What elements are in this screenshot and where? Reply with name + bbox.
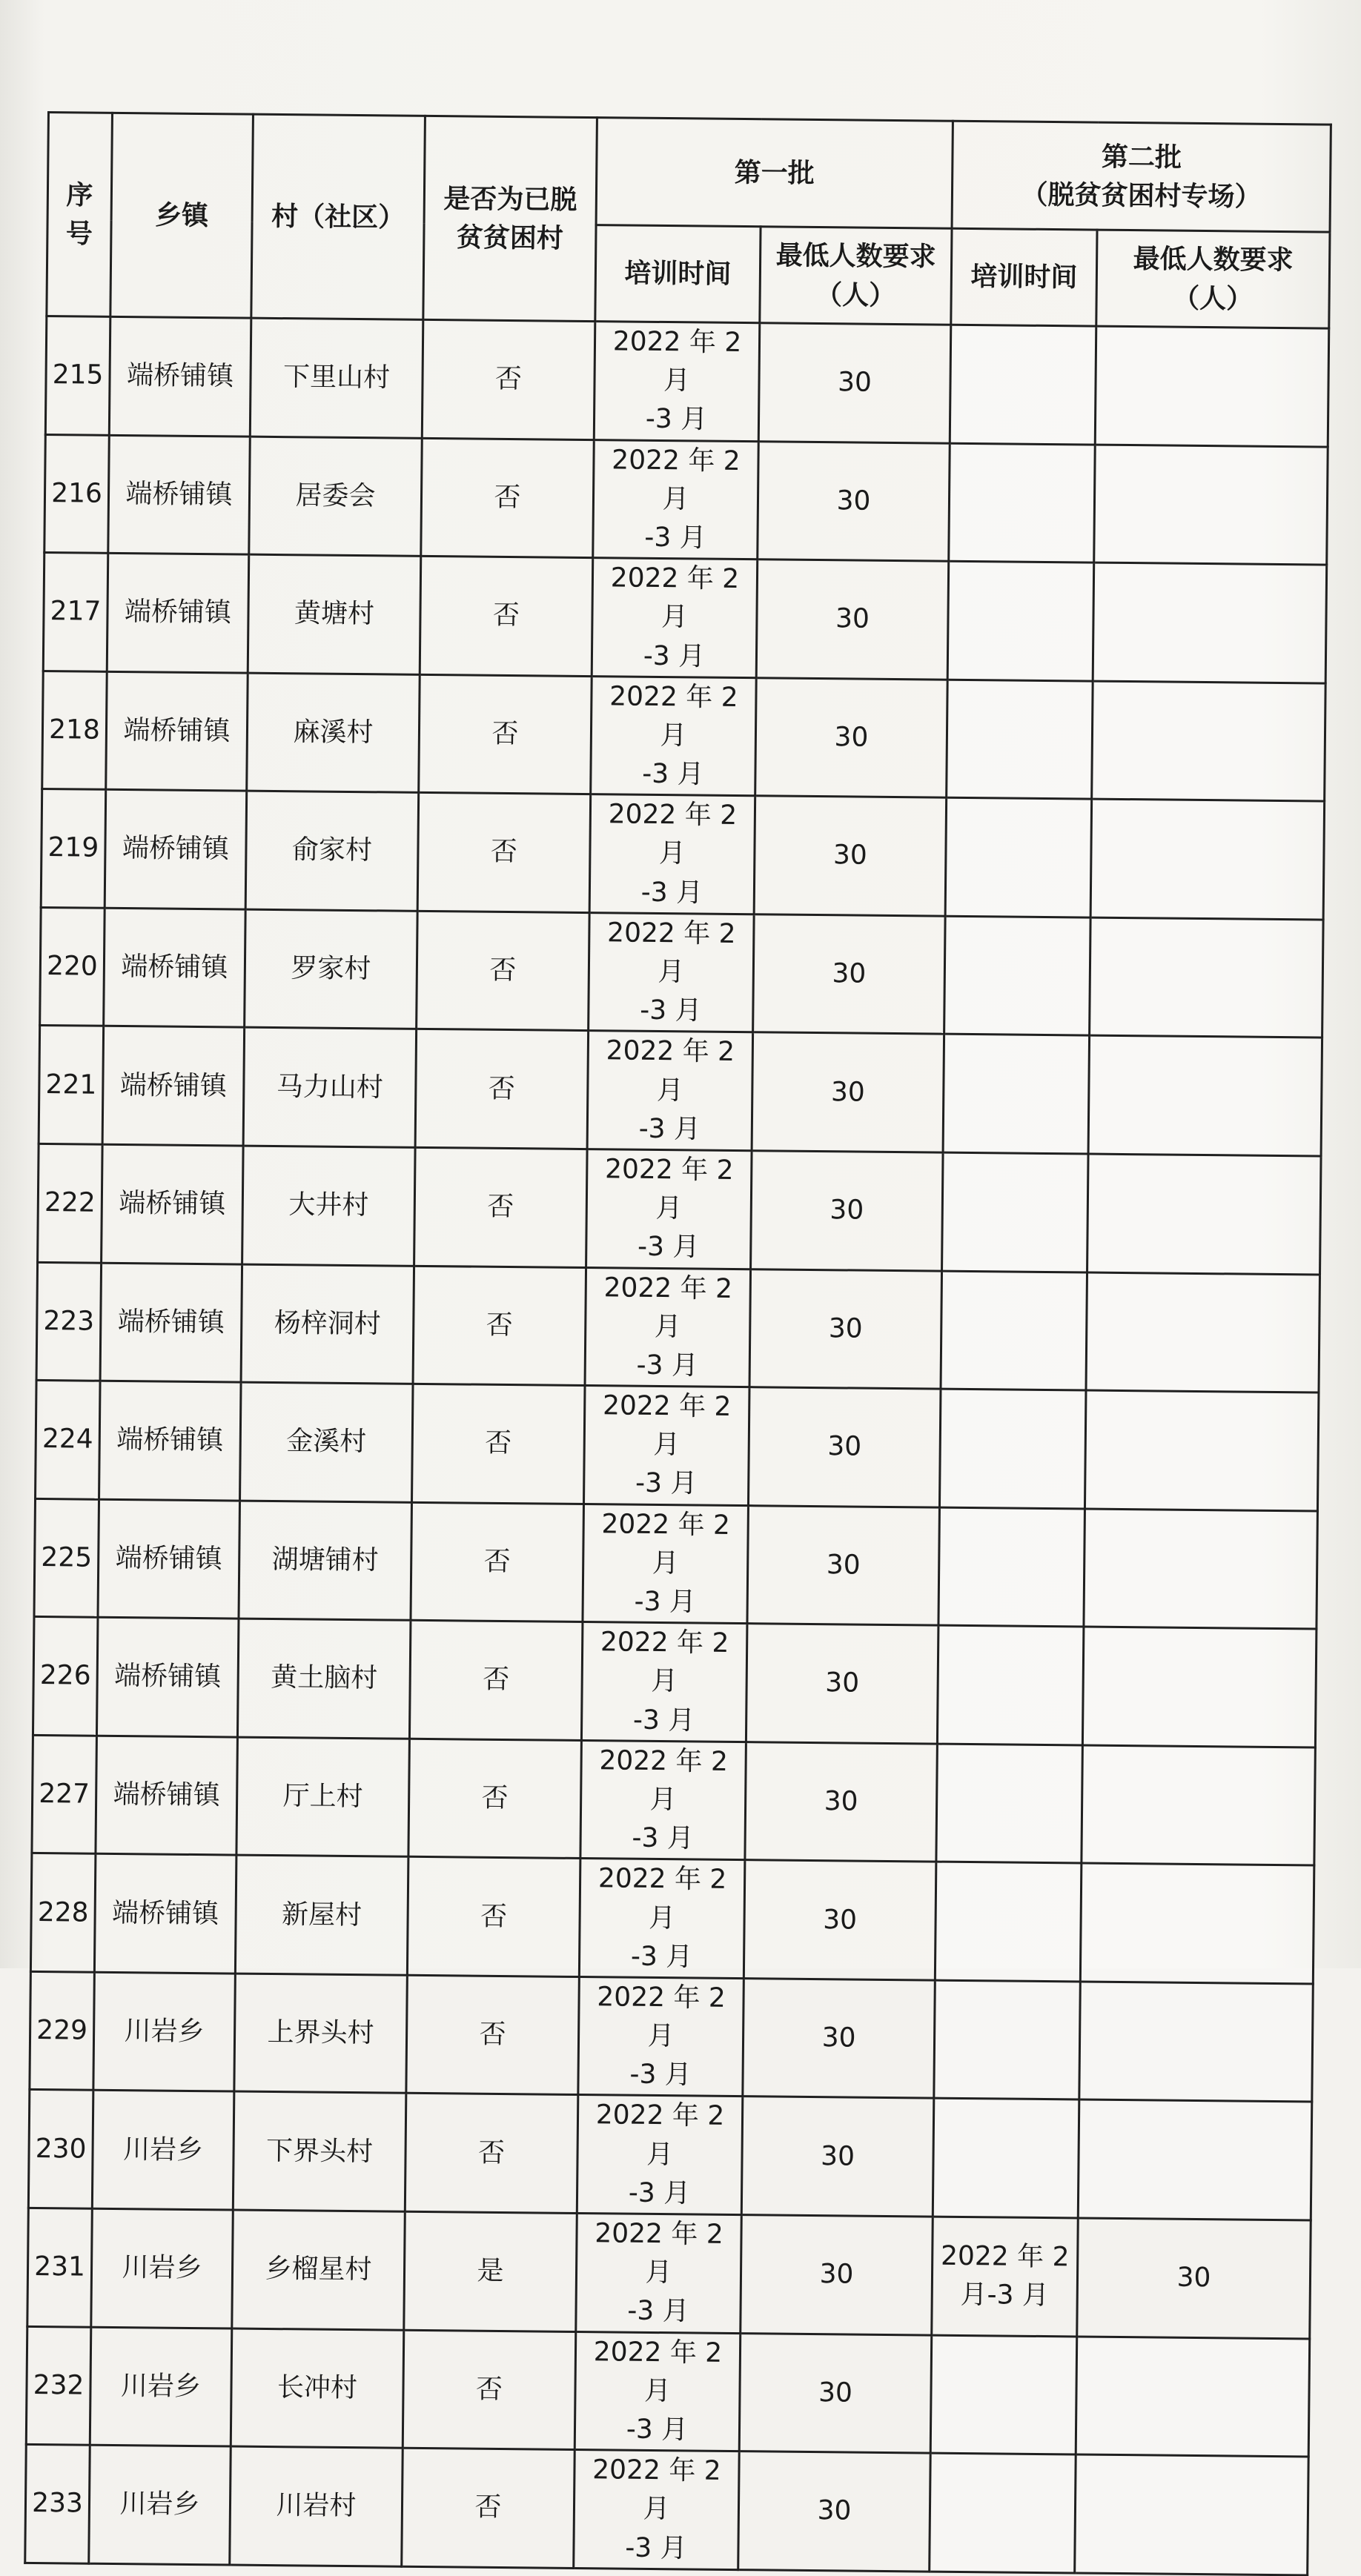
row-batch2-min-people: [1082, 1627, 1317, 1747]
row-batch1-min-people: 30: [738, 2451, 931, 2572]
row-batch1-min-people: 30: [756, 560, 949, 680]
row-seq: 217: [43, 553, 108, 671]
table-row: [30, 1853, 1314, 1984]
row-town: 端桥铺镇: [98, 1499, 240, 1619]
row-seq: 227: [32, 1735, 97, 1853]
header-town: 乡镇: [110, 113, 254, 318]
table-row: [33, 1617, 1316, 1747]
row-town: 端桥铺镇: [99, 1381, 242, 1500]
header-village: 村（社区）: [251, 114, 425, 319]
table-row: [25, 2444, 1308, 2575]
row-poverty-status: 否: [419, 674, 592, 794]
row-batch1-min-people: 30: [743, 1979, 936, 2099]
table-row: [45, 316, 1328, 447]
row-town: 端桥铺镇: [96, 1617, 239, 1736]
row-seq: 232: [26, 2326, 91, 2445]
header-batch2: 第二批 （脱贫贫困村专场）: [952, 121, 1331, 232]
row-poverty-status: 否: [417, 911, 590, 1031]
row-poverty-status: 否: [411, 1502, 584, 1622]
table-row: [36, 1380, 1319, 1510]
table-body: [25, 316, 1329, 2575]
row-batch1-min-people: 30: [752, 1032, 944, 1152]
row-batch1-train-time: 2022 年 2 月 -3 月: [587, 1031, 753, 1151]
row-batch2-train-time: [930, 2453, 1076, 2572]
row-village: 长冲村: [231, 2328, 404, 2449]
row-poverty-status: 否: [405, 2094, 578, 2214]
row-poverty-status: 否: [420, 556, 593, 676]
row-poverty-status: 否: [403, 2330, 576, 2450]
row-batch2-min-people: [1087, 1154, 1322, 1275]
row-village: 乡榴星村: [232, 2210, 405, 2330]
row-village: 金溪村: [240, 1382, 414, 1502]
row-poverty-status: 否: [422, 319, 595, 439]
row-seq: 220: [40, 907, 105, 1026]
row-poverty-status: 否: [413, 1266, 586, 1386]
row-poverty-status: 否: [409, 1620, 583, 1740]
row-batch1-min-people: 30: [744, 1860, 936, 1980]
row-seq: 233: [25, 2444, 90, 2563]
row-batch2-min-people: [1090, 799, 1325, 920]
row-village: 俞家村: [245, 791, 419, 911]
header-poverty-status: 是否为已脱 贫贫困村: [423, 116, 597, 321]
row-batch1-min-people: 30: [745, 1742, 938, 1862]
row-village: 新屋村: [235, 1855, 408, 1975]
row-batch1-min-people: 30: [741, 2097, 934, 2217]
row-batch1-min-people: 30: [747, 1505, 940, 1625]
table-row: [36, 1262, 1319, 1392]
row-village: 大井村: [242, 1146, 416, 1266]
row-poverty-status: 否: [402, 2448, 575, 2568]
row-seq: 228: [30, 1853, 96, 1972]
row-village: 居委会: [249, 436, 423, 557]
row-town: 川岩乡: [89, 2445, 231, 2564]
row-town: 端桥铺镇: [105, 790, 247, 909]
row-batch1-train-time: 2022 年 2 月 -3 月: [589, 794, 755, 914]
row-batch2-train-time: [944, 916, 1091, 1035]
row-town: 端桥铺镇: [96, 1736, 238, 1855]
row-village: 下里山村: [250, 318, 423, 438]
row-batch2-train-time: [943, 1035, 1090, 1154]
row-batch2-min-people: [1095, 326, 1329, 447]
row-batch1-min-people: 30: [749, 1269, 942, 1389]
row-batch2-min-people: [1078, 2099, 1312, 2220]
row-poverty-status: 否: [417, 793, 591, 913]
row-town: 端桥铺镇: [94, 1854, 236, 1974]
row-batch1-min-people: 30: [754, 796, 947, 916]
row-town: 端桥铺镇: [108, 435, 251, 554]
table-row: [34, 1498, 1317, 1629]
table-row: [28, 2090, 1311, 2220]
row-batch1-train-time: 2022 年 2 月 -3 月: [574, 2331, 741, 2451]
row-seq: 219: [41, 789, 106, 908]
table-row: [44, 434, 1328, 565]
row-batch1-train-time: 2022 年 2 月 -3 月: [589, 912, 755, 1032]
row-batch2-min-people: 30: [1077, 2218, 1311, 2339]
row-batch2-train-time: [938, 1507, 1085, 1627]
row-town: 川岩乡: [90, 2327, 232, 2446]
row-batch2-min-people: [1090, 917, 1324, 1038]
row-seq: 231: [27, 2208, 93, 2326]
row-batch1-min-people: 30: [741, 2215, 933, 2335]
row-town: 端桥铺镇: [100, 1263, 242, 1382]
row-village: 罗家村: [245, 909, 418, 1029]
header-seq: 序 号: [47, 113, 113, 317]
row-village: 上界头村: [234, 1974, 408, 2094]
row-batch2-train-time: [933, 2099, 1079, 2218]
header-batch2-min-people: 最低人数要求 （人）: [1096, 230, 1330, 328]
row-batch2-train-time: 2022 年 2 月-3 月: [932, 2217, 1079, 2336]
row-town: 端桥铺镇: [102, 1144, 244, 1264]
row-poverty-status: 否: [406, 1975, 580, 2095]
table-row: [32, 1735, 1315, 1865]
row-poverty-status: 否: [412, 1384, 586, 1504]
row-batch1-train-time: 2022 年 2 月 -3 月: [576, 2213, 742, 2333]
row-seq: 218: [42, 671, 107, 789]
table-row: [39, 1026, 1322, 1156]
row-batch2-train-time: [949, 443, 1096, 562]
row-village: 川岩村: [230, 2446, 403, 2566]
row-batch2-min-people: [1075, 2454, 1309, 2575]
header-batch1-min-people: 最低人数要求 （人）: [760, 227, 952, 325]
row-village: 黄土脑村: [237, 1619, 411, 1739]
row-village: 下界头村: [233, 2091, 406, 2211]
table-row: [43, 553, 1326, 683]
row-batch1-min-people: 30: [758, 441, 950, 561]
row-batch1-train-time: 2022 年 2 月 -3 月: [578, 1976, 744, 2097]
row-seq: 229: [30, 1971, 95, 2090]
table-row: [27, 2208, 1311, 2338]
row-batch1-train-time: 2022 年 2 月 -3 月: [583, 1386, 749, 1506]
row-batch2-train-time: [936, 1744, 1083, 1863]
row-batch2-train-time: [934, 1980, 1081, 2099]
row-seq: 223: [36, 1262, 102, 1381]
row-batch2-train-time: [937, 1625, 1084, 1745]
row-village: 湖塘铺村: [239, 1501, 412, 1621]
row-batch2-min-people: [1088, 1035, 1322, 1156]
row-poverty-status: 否: [415, 1029, 589, 1149]
row-batch1-min-people: 30: [746, 1624, 938, 1744]
row-batch1-train-time: 2022 年 2 月 -3 月: [581, 1622, 747, 1742]
row-batch1-min-people: 30: [748, 1387, 941, 1507]
row-batch1-train-time: 2022 年 2 月 -3 月: [591, 676, 757, 796]
row-batch2-min-people: [1086, 1272, 1320, 1393]
row-batch1-train-time: 2022 年 2 月 -3 月: [592, 558, 758, 678]
row-seq: 222: [38, 1143, 103, 1262]
row-batch2-min-people: [1076, 2337, 1310, 2457]
row-batch1-train-time: 2022 年 2 月 -3 月: [574, 2450, 740, 2570]
row-batch2-train-time: [942, 1152, 1089, 1272]
row-batch1-min-people: 30: [758, 323, 951, 443]
row-batch2-min-people: [1094, 445, 1328, 565]
row-town: 川岩乡: [91, 2208, 234, 2328]
header-batch1-train-time: 培训时间: [595, 225, 761, 323]
row-village: 厅上村: [236, 1737, 410, 1857]
training-schedule-table: [24, 111, 1332, 2576]
row-batch2-train-time: [947, 561, 1094, 680]
row-batch2-min-people: [1092, 681, 1326, 802]
row-batch2-min-people: [1084, 1509, 1318, 1630]
row-batch2-min-people: [1079, 1982, 1314, 2102]
table-row: [26, 2326, 1309, 2457]
row-seq: 224: [36, 1380, 101, 1498]
table-row: [30, 1971, 1313, 2102]
row-batch1-train-time: 2022 年 2 月 -3 月: [577, 2095, 743, 2215]
row-batch2-min-people: [1080, 1863, 1314, 1984]
header-batch1: 第一批: [596, 118, 953, 229]
row-town: 端桥铺镇: [109, 316, 251, 436]
row-village: 黄塘村: [248, 554, 421, 674]
row-batch2-train-time: [947, 680, 1093, 799]
table-row: [42, 671, 1325, 801]
row-batch2-train-time: [939, 1389, 1086, 1508]
row-batch2-min-people: [1093, 562, 1327, 683]
table-row: [40, 907, 1323, 1038]
row-batch1-train-time: 2022 年 2 月 -3 月: [594, 322, 760, 442]
row-seq: 221: [39, 1026, 104, 1144]
row-batch2-min-people: [1085, 1390, 1319, 1511]
row-batch1-min-people: 30: [739, 2333, 932, 2453]
row-town: 川岩乡: [93, 1972, 236, 2091]
row-batch1-min-people: 30: [753, 914, 946, 1035]
row-batch1-train-time: 2022 年 2 月 -3 月: [583, 1504, 749, 1624]
row-seq: 226: [33, 1617, 98, 1736]
row-batch2-train-time: [950, 325, 1096, 444]
row-poverty-status: 否: [408, 1739, 582, 1859]
row-batch1-min-people: 30: [755, 677, 948, 797]
row-batch1-train-time: 2022 年 2 月 -3 月: [593, 439, 759, 560]
row-batch1-train-time: 2022 年 2 月 -3 月: [579, 1859, 745, 1979]
header-row-top: [47, 113, 1331, 233]
row-batch2-min-people: [1082, 1745, 1316, 1866]
row-town: 端桥铺镇: [107, 553, 249, 672]
row-poverty-status: 是: [404, 2211, 577, 2331]
table-row: [38, 1143, 1321, 1274]
row-batch2-train-time: [935, 1862, 1082, 1981]
row-poverty-status: 否: [414, 1147, 588, 1267]
row-town: 端桥铺镇: [104, 908, 246, 1027]
row-poverty-status: 否: [421, 438, 595, 558]
row-batch2-train-time: [945, 797, 1092, 917]
row-village: 麻溪村: [247, 673, 420, 793]
row-poverty-status: 否: [407, 1857, 580, 1977]
row-batch2-train-time: [941, 1271, 1087, 1390]
table-row: [41, 789, 1324, 920]
row-seq: 230: [28, 2090, 93, 2208]
row-batch2-train-time: [930, 2335, 1077, 2454]
row-batch1-train-time: 2022 年 2 月 -3 月: [586, 1149, 752, 1269]
header-batch2-train-time: 培训时间: [951, 228, 1097, 326]
row-batch1-min-people: 30: [751, 1151, 944, 1271]
row-town: 川岩乡: [92, 2091, 234, 2210]
row-batch1-train-time: 2022 年 2 月 -3 月: [580, 1740, 746, 1860]
row-seq: 216: [44, 434, 110, 553]
row-village: 杨梓洞村: [241, 1264, 414, 1384]
row-town: 端桥铺镇: [102, 1026, 245, 1146]
row-town: 端桥铺镇: [106, 671, 248, 791]
row-seq: 225: [34, 1498, 99, 1617]
row-village: 马力山村: [243, 1027, 417, 1147]
row-seq: 215: [45, 316, 110, 435]
row-batch1-train-time: 2022 年 2 月 -3 月: [585, 1267, 751, 1387]
